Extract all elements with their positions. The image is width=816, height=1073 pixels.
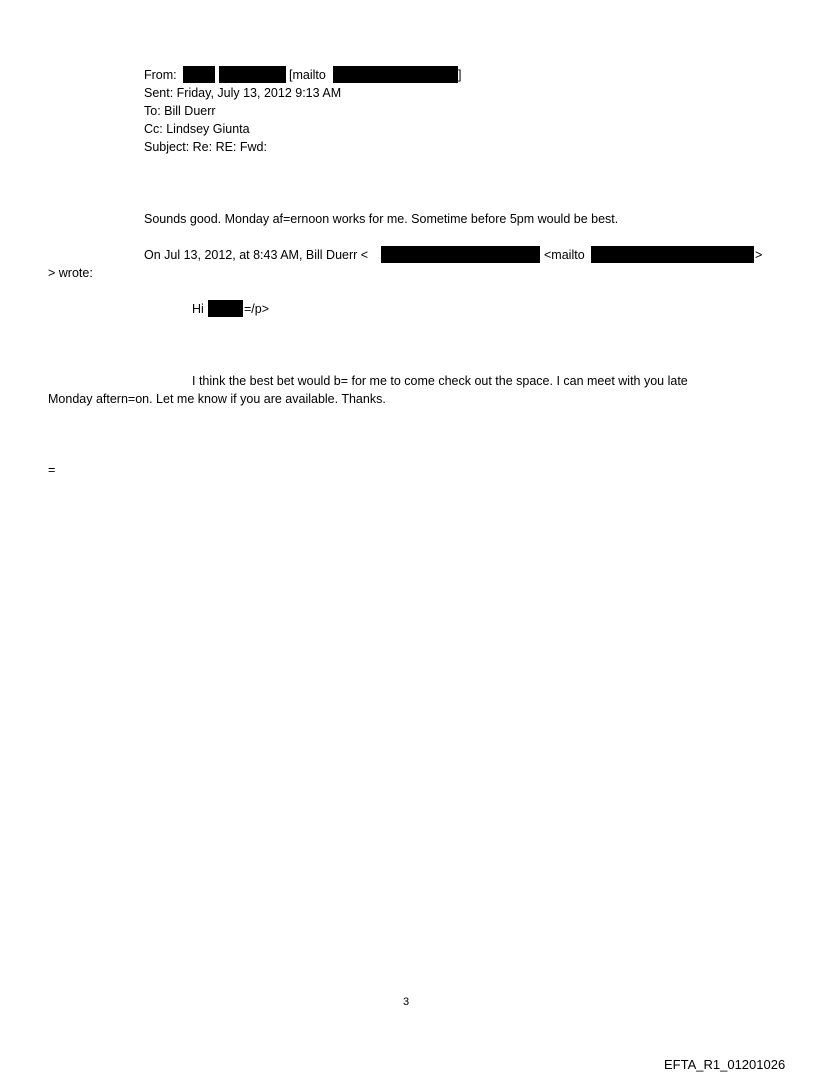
mailto-close: ] <box>458 68 462 82</box>
cc-line: Cc: Lindsey Giunta <box>144 122 250 136</box>
to-line: To: Bill Duerr <box>144 104 216 118</box>
quote-intro: On Jul 13, 2012, at 8:43 AM, Bill Duerr < <box>144 248 369 262</box>
quote-wrote: > wrote: <box>48 266 93 280</box>
greeting-suffix: =/p> <box>244 302 270 316</box>
trailing-equals: = <box>48 463 56 477</box>
quote-mailto: <mailto <box>544 248 585 262</box>
quote-close: > <box>755 248 763 262</box>
redaction-block <box>381 246 540 263</box>
mailto-open: [mailto <box>289 68 326 82</box>
message-line-2: Monday aftern=on. Let me know if you are available. Thanks. <box>48 392 386 406</box>
redaction-block <box>183 66 215 83</box>
greeting: Hi <box>192 302 204 316</box>
reply-text: Sounds good. Monday af=ernoon works for me. Sometime before 5pm would be best. <box>144 212 619 226</box>
redaction-block <box>208 300 243 317</box>
sent-line: Sent: Friday, July 13, 2012 9:13 AM <box>144 86 342 100</box>
redaction-block <box>333 66 458 83</box>
from-label: From: <box>144 68 177 82</box>
document-id: EFTA_R1_01201026 <box>664 1057 786 1072</box>
subject-line: Subject: Re: RE: Fwd: <box>144 140 267 154</box>
message-line-1: I think the best bet would b= for me to come check out the space. I can meet with you late <box>192 374 688 388</box>
redaction-block <box>219 66 286 83</box>
redaction-block <box>591 246 754 263</box>
page-number: 3 <box>403 996 410 1008</box>
